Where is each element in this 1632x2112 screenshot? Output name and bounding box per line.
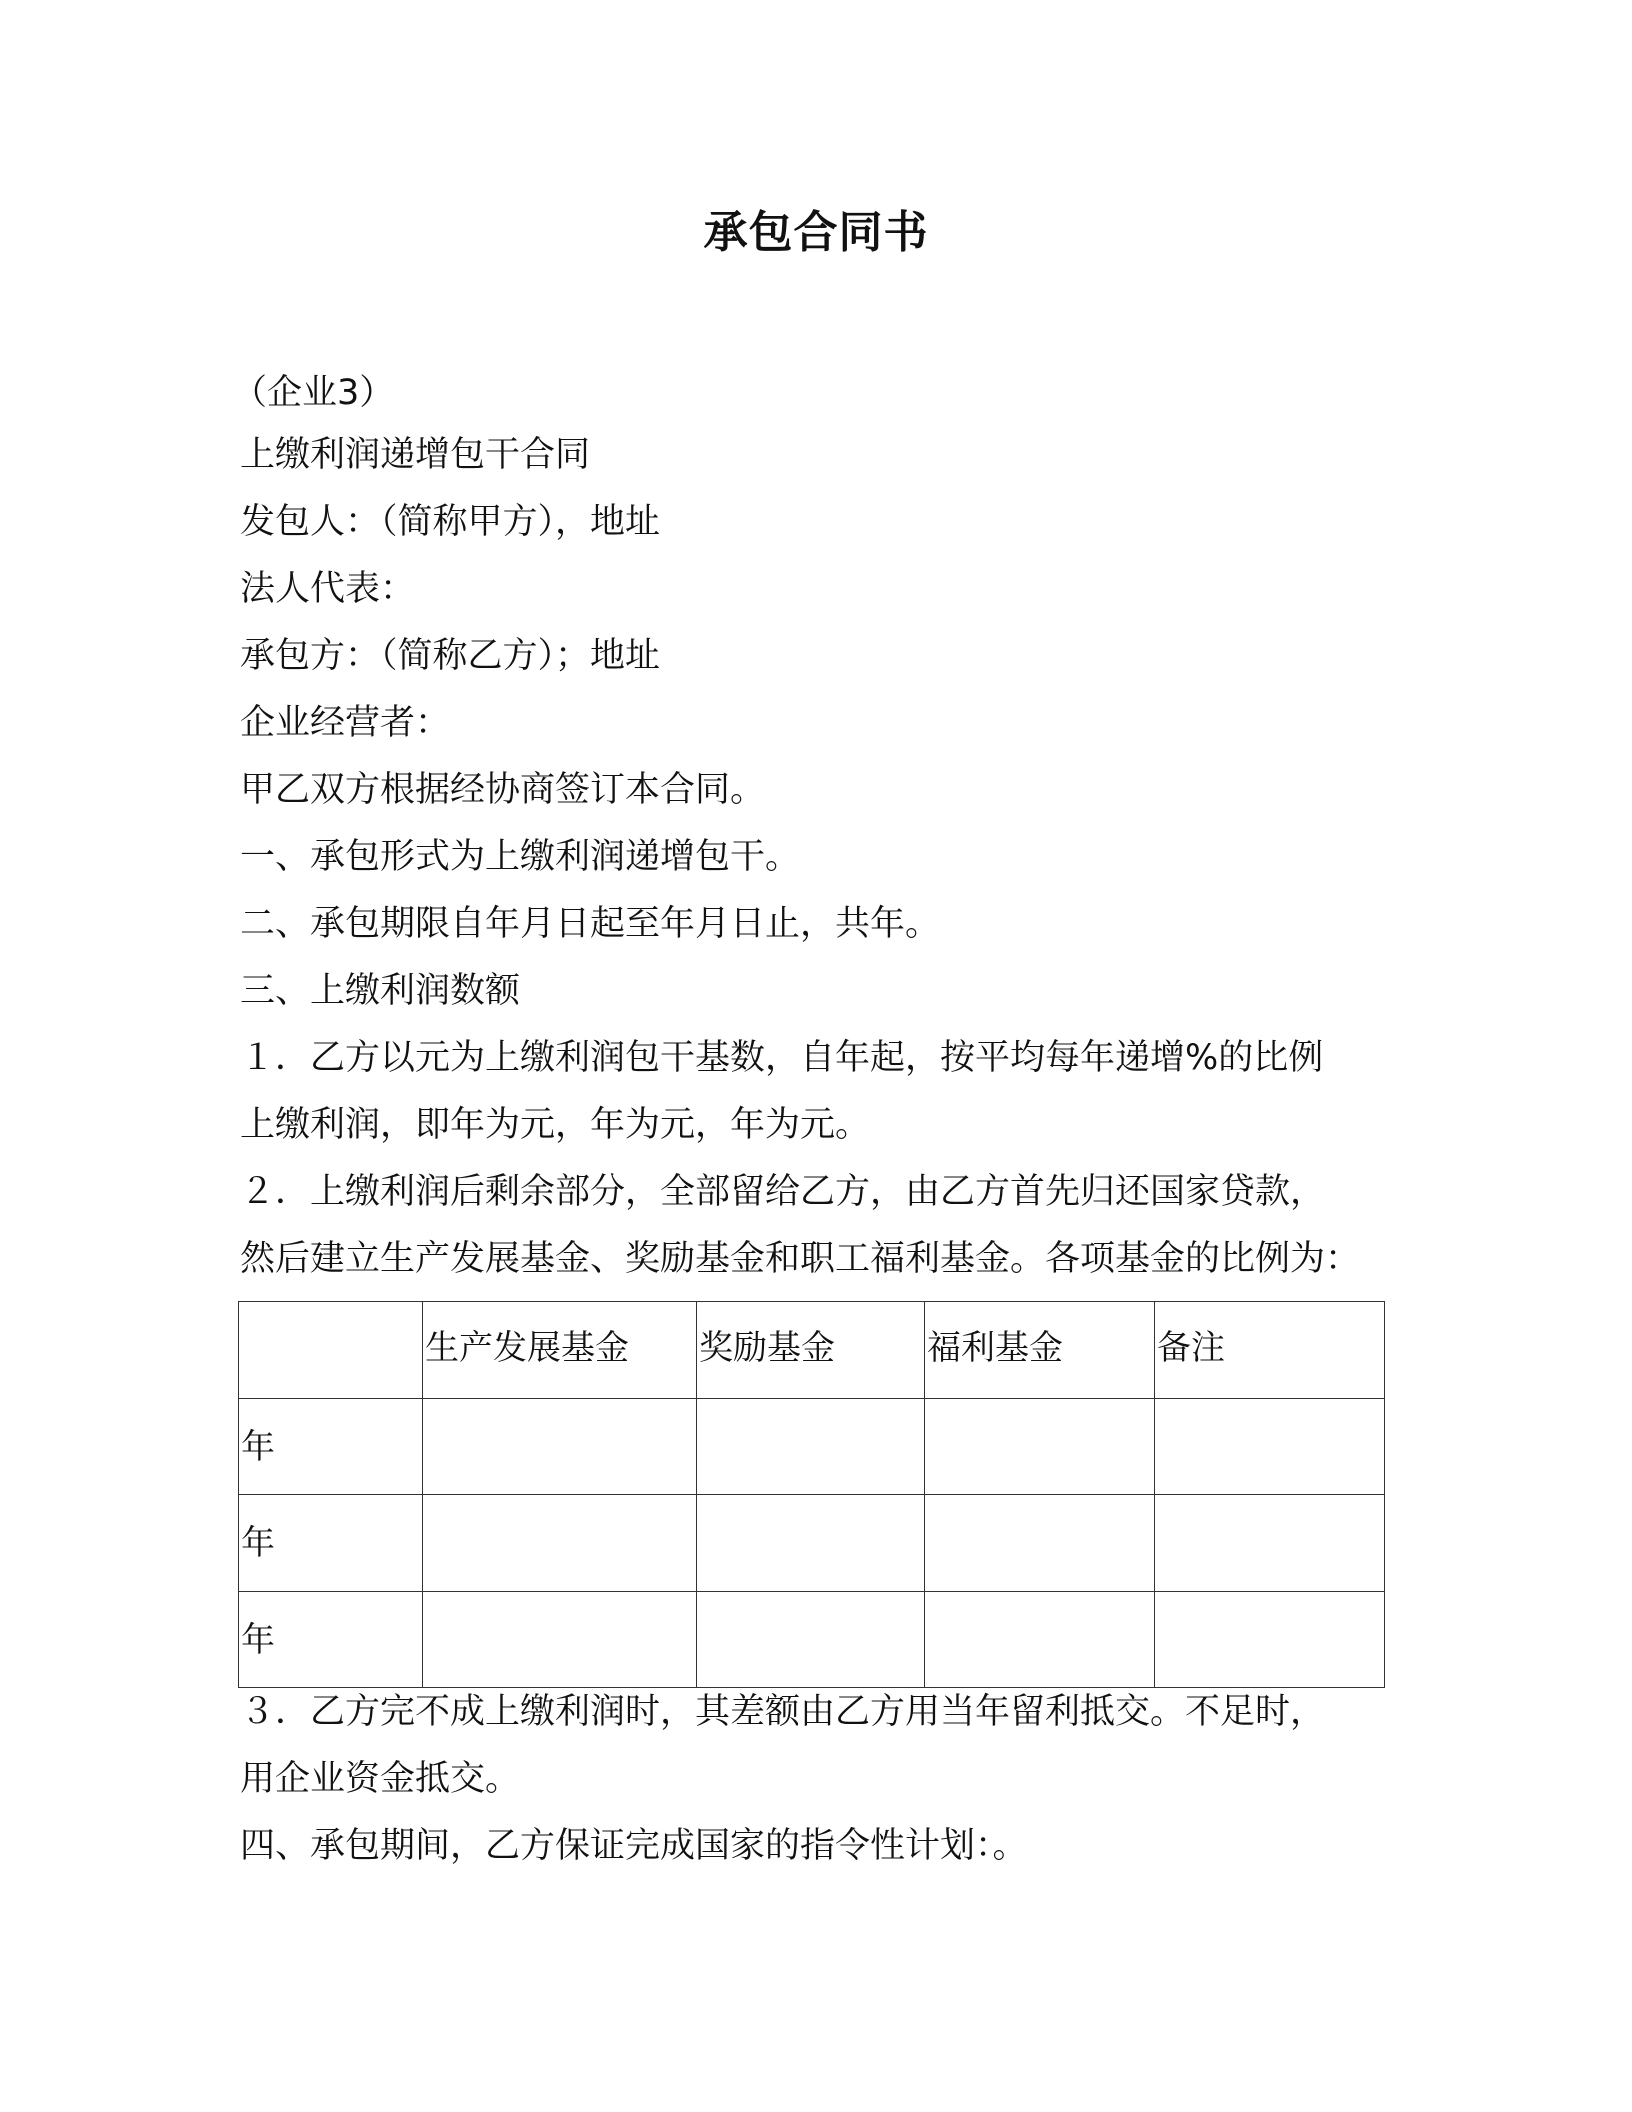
table-cell: 年 (239, 1398, 423, 1495)
table-cell (925, 1591, 1155, 1688)
enterprise-note: （企业3） (232, 373, 395, 413)
table-cell (423, 1495, 697, 1592)
table-row (239, 1495, 1385, 1592)
table-cell (697, 1591, 925, 1688)
table-header-cell: 福利基金 (925, 1302, 1155, 1399)
clause-3-2-line-2: 然后建立生产发展基金、奖励基金和职工福利基金。各项基金的比例为： (240, 1239, 1361, 1279)
table-header-cell (239, 1302, 423, 1399)
clause-3-1-line-1: １．乙方以元为上缴利润包干基数，自年起，按平均每年递增%的比例 (240, 1038, 1324, 1078)
operator-line: 企业经营者： (240, 703, 451, 743)
document-title: 承包合同书 (703, 207, 929, 258)
table-cell (925, 1398, 1155, 1495)
clause-1: 一、承包形式为上缴利润递增包干。 (240, 837, 801, 877)
party-b-line: 承包方：（简称乙方）；地址 (240, 636, 661, 676)
table-cell (697, 1495, 925, 1592)
table-header-cell: 生产发展基金 (423, 1302, 697, 1399)
table-header-cell: 奖励基金 (697, 1302, 925, 1399)
table-row (239, 1591, 1385, 1688)
clause-4: 四、承包期间，乙方保证完成国家的指令性计划：。 (240, 1826, 1028, 1866)
table-cell: 年 (239, 1591, 423, 1688)
table-cell (423, 1591, 697, 1688)
table-cell: 年 (239, 1495, 423, 1592)
party-a-line: 发包人：（简称甲方），地址 (240, 502, 661, 542)
table-cell (697, 1398, 925, 1495)
table-cell (1155, 1591, 1385, 1688)
table-cell (1155, 1495, 1385, 1592)
clause-2: 二、承包期限自年月日起至年月日止，共年。 (240, 904, 941, 944)
clause-3-3-line-1: ３．乙方完不成上缴利润时，其差额由乙方用当年留利抵交。不足时， (240, 1692, 1326, 1732)
legal-rep-line: 法人代表： (240, 569, 416, 609)
clause-3-3-line-2: 用企业资金抵交。 (240, 1759, 521, 1799)
contract-subtitle: 上缴利润递增包干合同 (240, 435, 591, 475)
clause-3-2-line-1: ２．上缴利润后剩余部分，全部留给乙方，由乙方首先归还国家贷款， (240, 1172, 1326, 1212)
table-cell (1155, 1398, 1385, 1495)
table-header-row (239, 1302, 1385, 1399)
agreement-line: 甲乙双方根据经协商签订本合同。 (240, 770, 766, 810)
table-header-cell: 备注 (1155, 1302, 1385, 1399)
table-cell (423, 1398, 697, 1495)
table-row (239, 1398, 1385, 1495)
clause-3-heading: 三、上缴利润数额 (240, 971, 521, 1011)
clause-3-1-line-2: 上缴利润，即年为元，年为元，年为元。 (240, 1105, 871, 1145)
fund-ratio-table (238, 1301, 1385, 1688)
table-cell (925, 1495, 1155, 1592)
